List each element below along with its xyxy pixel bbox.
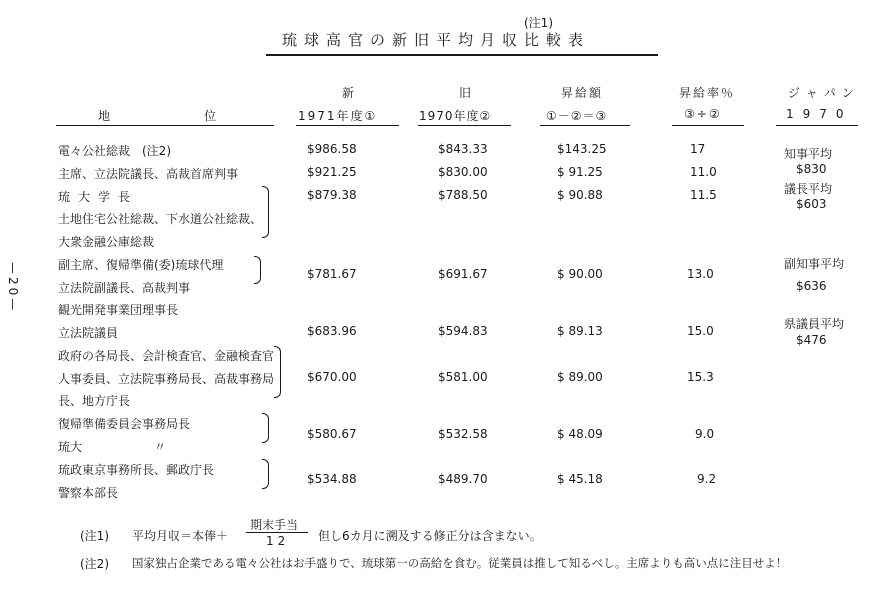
row-old-value: $788.50 [438, 188, 488, 202]
note2-text: 国家独占企業である電々公社はお手盛りで、琉球第一の高給を食む。従業員は推して知るべし。主席よりも高い点に注目せよ！ [132, 556, 788, 570]
row-label: 副主席、復帰準備(委)琉球代理 [58, 258, 224, 272]
row-group-brace [262, 459, 269, 489]
row-label: 立法院副議長、高裁判事 [58, 281, 191, 295]
row-rate-value: 9.2 [697, 472, 717, 486]
row-label: 琉政東京事務所長、郵政庁長 [58, 463, 215, 477]
row-raise-value: $ 90.00 [557, 267, 603, 281]
row-rate-value: 17 [690, 142, 706, 156]
row-old-value: $830.00 [438, 165, 488, 179]
header-rule-japan [776, 125, 858, 126]
row-raise-value: $ 48.09 [557, 427, 603, 441]
row-new-value: $879.38 [307, 188, 357, 202]
header-position-1: 地 [98, 109, 111, 123]
note2-marker: (注2) [80, 557, 109, 571]
title-underline [266, 54, 658, 56]
header-new-bottom: 1971年度① [298, 109, 378, 123]
japan-label: 議長平均 [784, 182, 833, 196]
row-new-value: $781.67 [307, 267, 357, 281]
header-rate-bottom: ③÷② [684, 107, 722, 121]
row-new-value: $986.58 [307, 142, 357, 156]
note1-denominator: 12 [266, 534, 290, 548]
row-label: 人事委員、立法院事務局長、高裁事務局 [58, 372, 275, 386]
header-rule-raise [540, 125, 630, 126]
row-label: 大衆金融公庫総裁 [58, 235, 155, 249]
header-japan-bottom: 1970 [786, 107, 853, 121]
note1-rest: 但し6カ月に溯及する修正分は含まない。 [318, 529, 542, 543]
japan-label: 知事平均 [784, 147, 833, 161]
row-new-value: $670.00 [307, 370, 357, 384]
row-label: 政府の各局長、会計検査官、金融検査官 [58, 349, 275, 363]
page-title: 琉球高官の新旧平均月収比較表 [282, 31, 591, 49]
japan-value: $603 [796, 197, 827, 211]
row-rate-value: 15.3 [687, 370, 714, 384]
header-rule-old [418, 125, 511, 126]
row-group-brace [254, 256, 261, 284]
row-raise-value: $ 89.00 [557, 370, 603, 384]
header-new-top: 新 [342, 86, 355, 100]
row-rate-value: 11.0 [690, 165, 717, 179]
header-rule-rate [672, 125, 744, 126]
row-new-value: $534.88 [307, 472, 357, 486]
row-new-value: $683.96 [307, 324, 357, 338]
row-old-value: $581.00 [438, 370, 488, 384]
row-old-value: $532.58 [438, 427, 488, 441]
row-raise-value: $ 45.18 [557, 472, 603, 486]
row-raise-value: $ 90.88 [557, 188, 603, 202]
note1-fraction-bar [246, 532, 308, 533]
row-new-value: $921.25 [307, 165, 357, 179]
row-old-value: $843.33 [438, 142, 488, 156]
header-rule-new [296, 125, 399, 126]
header-raise-top: 昇給額 [561, 86, 604, 100]
row-raise-value: $ 91.25 [557, 165, 603, 179]
title-note-marker: (注1) [524, 16, 553, 30]
header-position-2: 位 [204, 109, 217, 123]
japan-label: 県議員平均 [784, 317, 845, 331]
row-label: 主席、立法院議長、高裁首席判事 [58, 167, 239, 181]
header-rate-top: 昇給率％ [679, 86, 736, 100]
row-group-brace [262, 413, 269, 443]
row-label: 電々公社総裁 (注2) [58, 144, 171, 158]
row-label: 警察本部長 [58, 486, 119, 500]
row-rate-value: 15.0 [687, 324, 714, 338]
row-rate-value: 9.0 [695, 427, 715, 441]
row-rate-value: 13.0 [687, 267, 714, 281]
row-old-value: $489.70 [438, 472, 488, 486]
row-raise-value: $ 89.13 [557, 324, 603, 338]
row-old-value: $691.67 [438, 267, 488, 281]
row-group-brace [262, 186, 269, 238]
japan-value: $476 [796, 333, 827, 347]
row-group-brace [274, 346, 281, 398]
row-label: 琉大 〃 [58, 440, 167, 454]
header-old-bottom: 1970年度② [419, 109, 492, 123]
page-number: —20— [6, 262, 20, 314]
row-label: 土地住宅公社総裁、下水道公社総裁、 [58, 212, 263, 226]
note1-numerator: 期末手当 [250, 518, 299, 532]
row-rate-value: 11.5 [690, 188, 717, 202]
row-label: 琉大学長 [58, 190, 139, 204]
row-label: 立法院議員 [58, 326, 119, 340]
row-old-value: $594.83 [438, 324, 488, 338]
japan-label: 副知事平均 [784, 257, 845, 271]
row-raise-value: $143.25 [557, 142, 607, 156]
row-label: 復帰準備委員会事務局長 [58, 417, 191, 431]
note1-marker: (注1) [80, 529, 109, 543]
japan-value: $830 [796, 162, 827, 176]
row-label: 長、地方庁長 [58, 394, 131, 408]
note1-formula-lhs: 平均月収＝本俸＋ [132, 529, 229, 543]
row-new-value: $580.67 [307, 427, 357, 441]
japan-value: $636 [796, 279, 827, 293]
header-japan-top: ジャパン [788, 86, 860, 100]
row-label: 観光開発事業団理事長 [58, 303, 179, 317]
header-old-top: 旧 [459, 86, 472, 100]
header-raise-bottom: ①－②＝③ [546, 109, 608, 123]
header-rule-position [56, 125, 274, 126]
